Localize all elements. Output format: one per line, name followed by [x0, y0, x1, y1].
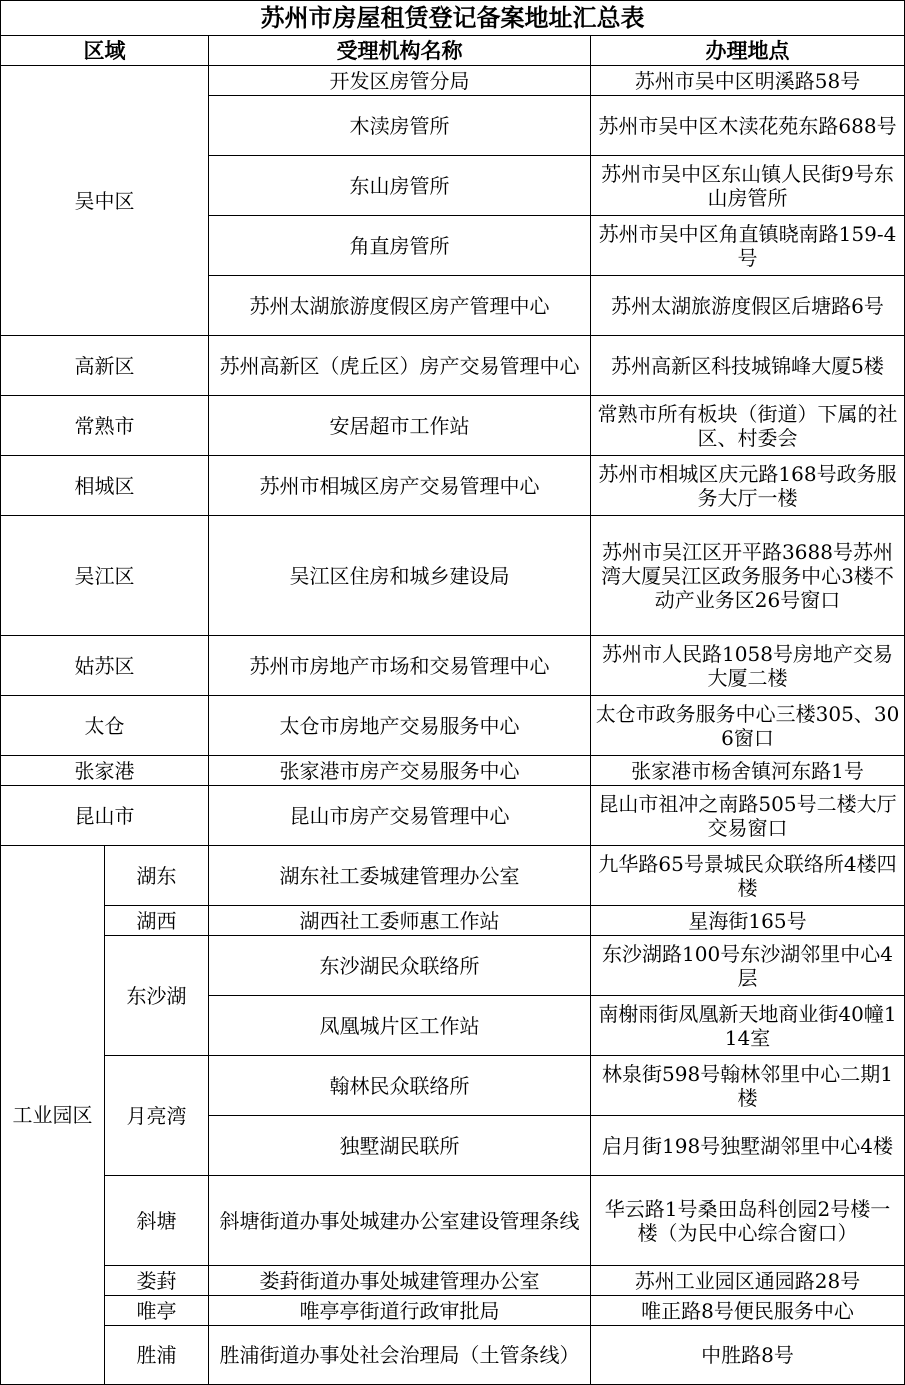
- subarea-cell: 胜浦: [105, 1326, 209, 1385]
- agency-cell: 苏州市相城区房产交易管理中心: [209, 456, 591, 516]
- header-agency: 受理机构名称: [209, 36, 591, 66]
- region-cell: 高新区: [1, 336, 209, 396]
- subarea-cell: 娄葑: [105, 1266, 209, 1296]
- table-row: [1, 1176, 905, 1266]
- agency-cell: 东山房管所: [209, 156, 591, 216]
- agency-cell: 张家港市房产交易服务中心: [209, 756, 591, 786]
- table-title: 苏州市房屋租赁登记备案地址汇总表: [1, 1, 905, 36]
- address-cell: 东沙湖路100号东沙湖邻里中心4层: [591, 936, 905, 996]
- address-cell: 中胜路8号: [591, 1326, 905, 1385]
- agency-cell: 湖东社工委城建管理办公室: [209, 846, 591, 906]
- address-cell: 启月街198号独墅湖邻里中心4楼: [591, 1116, 905, 1176]
- region-cell: 张家港: [1, 756, 209, 786]
- agency-cell: 角直房管所: [209, 216, 591, 276]
- table-row: [1, 696, 905, 756]
- table-row: [1, 786, 905, 846]
- agency-cell: 开发区房管分局: [209, 66, 591, 96]
- header-address: 办理地点: [591, 36, 905, 66]
- agency-cell: 斜塘街道办事处城建办公室建设管理条线: [209, 1176, 591, 1266]
- address-cell: 张家港市杨舍镇河东路1号: [591, 756, 905, 786]
- region-cell-wuzhong: 吴中区: [1, 66, 209, 336]
- address-cell: 星海街165号: [591, 906, 905, 936]
- table-row: [1, 846, 905, 906]
- table-row: [1, 1296, 905, 1326]
- address-cell: 苏州市吴中区木渎花苑东路688号: [591, 96, 905, 156]
- address-cell: 苏州市吴中区角直镇晓南路159-4号: [591, 216, 905, 276]
- region-cell: 姑苏区: [1, 636, 209, 696]
- subarea-cell: 湖西: [105, 906, 209, 936]
- table-row: [1, 66, 905, 96]
- address-cell: 苏州市吴中区东山镇人民街9号东山房管所: [591, 156, 905, 216]
- region-cell: 太仓: [1, 696, 209, 756]
- subarea-cell: 斜塘: [105, 1176, 209, 1266]
- table-row: [1, 1326, 905, 1385]
- address-cell: 九华路65号景城民众联络所4楼四楼: [591, 846, 905, 906]
- header-row: [1, 36, 905, 66]
- address-cell: 华云路1号桑田岛科创园2号楼一楼（为民中心综合窗口）: [591, 1176, 905, 1266]
- table-row: [1, 1266, 905, 1296]
- agency-cell: 安居超市工作站: [209, 396, 591, 456]
- address-cell: 苏州工业园区通园路28号: [591, 1266, 905, 1296]
- agency-cell: 凤凰城片区工作站: [209, 996, 591, 1056]
- address-cell: 唯正路8号便民服务中心: [591, 1296, 905, 1326]
- address-cell: 苏州太湖旅游度假区后塘路6号: [591, 276, 905, 336]
- agency-cell: 东沙湖民众联络所: [209, 936, 591, 996]
- address-cell: 苏州市人民路1058号房地产交易大厦二楼: [591, 636, 905, 696]
- address-cell: 太仓市政务服务中心三楼305、306窗口: [591, 696, 905, 756]
- agency-cell: 木渎房管所: [209, 96, 591, 156]
- agency-cell: 苏州市房地产市场和交易管理中心: [209, 636, 591, 696]
- address-cell: 昆山市祖冲之南路505号二楼大厅交易窗口: [591, 786, 905, 846]
- subarea-cell: 东沙湖: [105, 936, 209, 1056]
- table-row: [1, 336, 905, 396]
- table-row: [1, 456, 905, 516]
- table-row: [1, 516, 905, 636]
- region-cell: 吴江区: [1, 516, 209, 636]
- address-cell: 苏州市相城区庆元路168号政务服务大厅一楼: [591, 456, 905, 516]
- table-row: [1, 1056, 905, 1116]
- address-cell: 苏州市吴中区明溪路58号: [591, 66, 905, 96]
- table-row: [1, 636, 905, 696]
- address-cell: 苏州市吴江区开平路3688号苏州湾大厦吴江区政务服务中心3楼不动产业务区26号窗口: [591, 516, 905, 636]
- region-cell: 常熟市: [1, 396, 209, 456]
- agency-cell: 娄葑街道办事处城建管理办公室: [209, 1266, 591, 1296]
- subarea-cell: 月亮湾: [105, 1056, 209, 1176]
- title-row: [1, 1, 905, 36]
- table-row: [1, 906, 905, 936]
- address-cell: 南榭雨街凤凰新天地商业街40幢114室: [591, 996, 905, 1056]
- agency-cell: 苏州高新区（虎丘区）房产交易管理中心: [209, 336, 591, 396]
- agency-cell: 独墅湖民联所: [209, 1116, 591, 1176]
- agency-cell: 湖西社工委师惠工作站: [209, 906, 591, 936]
- address-cell: 常熟市所有板块（街道）下属的社区、村委会: [591, 396, 905, 456]
- agency-cell: 苏州太湖旅游度假区房产管理中心: [209, 276, 591, 336]
- table-row: [1, 396, 905, 456]
- subarea-cell: 唯亭: [105, 1296, 209, 1326]
- header-region: 区域: [1, 36, 209, 66]
- address-cell: 林泉街598号翰林邻里中心二期1楼: [591, 1056, 905, 1116]
- subarea-cell: 湖东: [105, 846, 209, 906]
- agency-cell: 唯亭亭街道行政审批局: [209, 1296, 591, 1326]
- agency-cell: 昆山市房产交易管理中心: [209, 786, 591, 846]
- region-cell-industrial-park: 工业园区: [1, 846, 105, 1385]
- agency-cell: 翰林民众联络所: [209, 1056, 591, 1116]
- agency-cell: 吴江区住房和城乡建设局: [209, 516, 591, 636]
- address-cell: 苏州高新区科技城锦峰大厦5楼: [591, 336, 905, 396]
- agency-cell: 太仓市房地产交易服务中心: [209, 696, 591, 756]
- table-row: [1, 756, 905, 786]
- agency-cell: 胜浦街道办事处社会治理局（土管条线）: [209, 1326, 591, 1385]
- table-row: [1, 936, 905, 996]
- region-cell: 昆山市: [1, 786, 209, 846]
- region-cell: 相城区: [1, 456, 209, 516]
